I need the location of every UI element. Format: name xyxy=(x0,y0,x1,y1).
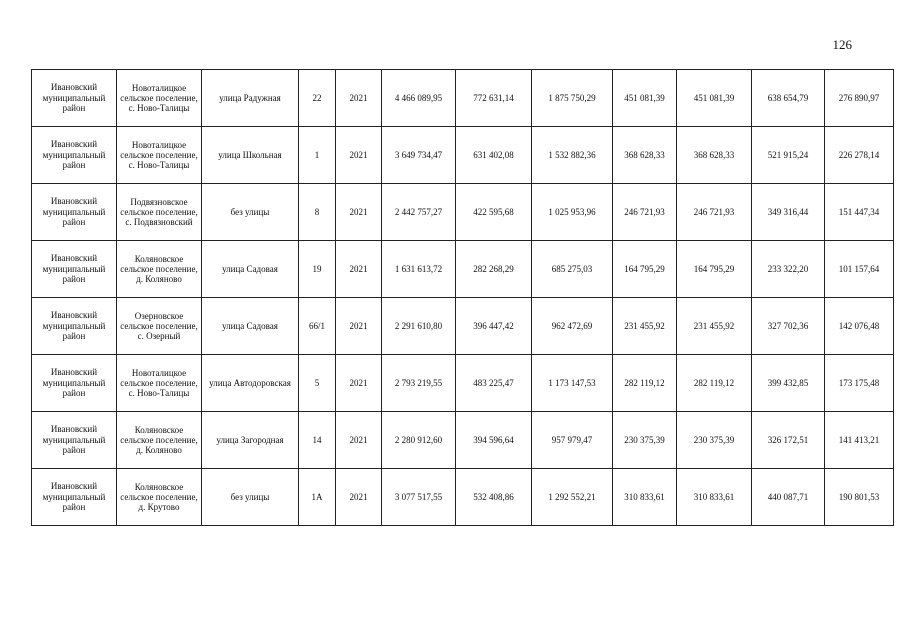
house-cell: 66/1 xyxy=(299,298,336,355)
district-cell: Ивановский муниципальный район xyxy=(32,412,117,469)
district-cell: Ивановский муниципальный район xyxy=(32,355,117,412)
amount-cell-7: 226 278,14 xyxy=(825,127,894,184)
table-row xyxy=(32,355,894,412)
street-cell: улица Школьная xyxy=(202,127,299,184)
street-cell: улица Садовая xyxy=(202,298,299,355)
settlement-cell: Новоталицкое сельское поселение, с. Ново-Талицы xyxy=(117,70,202,127)
table-row xyxy=(32,184,894,241)
year-cell: 2021 xyxy=(336,241,382,298)
house-cell: 8 xyxy=(299,184,336,241)
settlement-cell: Коляновское сельское поселение, д. Коляново xyxy=(117,241,202,298)
street-cell: улица Автодоровская xyxy=(202,355,299,412)
amount-cell-3: 1 292 552,21 xyxy=(532,469,613,526)
amount-cell-1: 2 280 912,60 xyxy=(382,412,456,469)
table-row xyxy=(32,241,894,298)
table-row xyxy=(32,469,894,526)
year-cell: 2021 xyxy=(336,412,382,469)
house-cell: 1 xyxy=(299,127,336,184)
amount-cell-4: 230 375,39 xyxy=(613,412,677,469)
amount-cell-3: 962 472,69 xyxy=(532,298,613,355)
amount-cell-7: 151 447,34 xyxy=(825,184,894,241)
amount-cell-7: 142 076,48 xyxy=(825,298,894,355)
amount-cell-5: 282 119,12 xyxy=(677,355,752,412)
amount-cell-4: 164 795,29 xyxy=(613,241,677,298)
amount-cell-5: 231 455,92 xyxy=(677,298,752,355)
amount-cell-6: 399 432,85 xyxy=(752,355,825,412)
amount-cell-6: 326 172,51 xyxy=(752,412,825,469)
district-cell: Ивановский муниципальный район xyxy=(32,127,117,184)
amount-cell-7: 190 801,53 xyxy=(825,469,894,526)
year-cell: 2021 xyxy=(336,469,382,526)
amount-cell-1: 1 631 613,72 xyxy=(382,241,456,298)
amount-cell-3: 1 173 147,53 xyxy=(532,355,613,412)
amount-cell-4: 451 081,39 xyxy=(613,70,677,127)
year-cell: 2021 xyxy=(336,184,382,241)
street-cell: улица Загородная xyxy=(202,412,299,469)
settlement-cell: Новоталицкое сельское поселение, с. Ново-Талицы xyxy=(117,355,202,412)
amount-cell-1: 2 291 610,80 xyxy=(382,298,456,355)
street-cell: без улицы xyxy=(202,469,299,526)
amount-cell-2: 282 268,29 xyxy=(456,241,532,298)
amount-cell-6: 349 316,44 xyxy=(752,184,825,241)
table-row xyxy=(32,70,894,127)
amount-cell-7: 173 175,48 xyxy=(825,355,894,412)
house-cell: 1А xyxy=(299,469,336,526)
amount-cell-2: 394 596,64 xyxy=(456,412,532,469)
amount-cell-6: 521 915,24 xyxy=(752,127,825,184)
year-cell: 2021 xyxy=(336,127,382,184)
table-row xyxy=(32,127,894,184)
amount-cell-6: 440 087,71 xyxy=(752,469,825,526)
amount-cell-7: 276 890,97 xyxy=(825,70,894,127)
district-cell: Ивановский муниципальный район xyxy=(32,241,117,298)
amount-cell-6: 638 654,79 xyxy=(752,70,825,127)
amount-cell-4: 368 628,33 xyxy=(613,127,677,184)
amount-cell-7: 141 413,21 xyxy=(825,412,894,469)
amount-cell-6: 233 322,20 xyxy=(752,241,825,298)
table-row xyxy=(32,298,894,355)
table-body xyxy=(32,70,894,526)
amount-cell-4: 246 721,93 xyxy=(613,184,677,241)
amount-cell-3: 1 025 953,96 xyxy=(532,184,613,241)
amount-cell-6: 327 702,36 xyxy=(752,298,825,355)
amount-cell-4: 231 455,92 xyxy=(613,298,677,355)
amount-cell-3: 1 532 882,36 xyxy=(532,127,613,184)
house-cell: 14 xyxy=(299,412,336,469)
house-cell: 19 xyxy=(299,241,336,298)
street-cell: улица Садовая xyxy=(202,241,299,298)
amount-cell-5: 368 628,33 xyxy=(677,127,752,184)
district-cell: Ивановский муниципальный район xyxy=(32,298,117,355)
amount-cell-2: 532 408,86 xyxy=(456,469,532,526)
amount-cell-3: 957 979,47 xyxy=(532,412,613,469)
settlement-cell: Подвязновское сельское поселение, с. Подвязновский xyxy=(117,184,202,241)
district-cell: Ивановский муниципальный район xyxy=(32,469,117,526)
amount-cell-4: 310 833,61 xyxy=(613,469,677,526)
year-cell: 2021 xyxy=(336,298,382,355)
amount-cell-2: 631 402,08 xyxy=(456,127,532,184)
amount-cell-1: 2 793 219,55 xyxy=(382,355,456,412)
street-cell: улица Радужная xyxy=(202,70,299,127)
amount-cell-1: 2 442 757,27 xyxy=(382,184,456,241)
amount-cell-2: 422 595,68 xyxy=(456,184,532,241)
table-row xyxy=(32,412,894,469)
house-cell: 22 xyxy=(299,70,336,127)
amount-cell-5: 164 795,29 xyxy=(677,241,752,298)
amount-cell-5: 246 721,93 xyxy=(677,184,752,241)
amount-cell-3: 685 275,03 xyxy=(532,241,613,298)
amount-cell-3: 1 875 750,29 xyxy=(532,70,613,127)
amount-cell-1: 3 649 734,47 xyxy=(382,127,456,184)
amount-cell-1: 3 077 517,55 xyxy=(382,469,456,526)
district-cell: Ивановский муниципальный район xyxy=(32,184,117,241)
amount-cell-2: 483 225,47 xyxy=(456,355,532,412)
settlement-cell: Коляновское сельское поселение, д. Крутово xyxy=(117,469,202,526)
settlement-cell: Коляновское сельское поселение, д. Коляново xyxy=(117,412,202,469)
district-cell: Ивановский муниципальный район xyxy=(32,70,117,127)
amount-cell-2: 396 447,42 xyxy=(456,298,532,355)
amount-cell-7: 101 157,64 xyxy=(825,241,894,298)
amount-cell-5: 451 081,39 xyxy=(677,70,752,127)
amount-cell-5: 230 375,39 xyxy=(677,412,752,469)
amount-cell-2: 772 631,14 xyxy=(456,70,532,127)
year-cell: 2021 xyxy=(336,355,382,412)
amount-cell-4: 282 119,12 xyxy=(613,355,677,412)
house-cell: 5 xyxy=(299,355,336,412)
street-cell: без улицы xyxy=(202,184,299,241)
year-cell: 2021 xyxy=(336,70,382,127)
housing-table xyxy=(31,69,894,526)
amount-cell-5: 310 833,61 xyxy=(677,469,752,526)
amount-cell-1: 4 466 089,95 xyxy=(382,70,456,127)
settlement-cell: Новоталицкое сельское поселение, с. Ново-Талицы xyxy=(117,127,202,184)
settlement-cell: Озерновское сельское поселение, с. Озерный xyxy=(117,298,202,355)
page-number: 126 xyxy=(832,37,852,52)
